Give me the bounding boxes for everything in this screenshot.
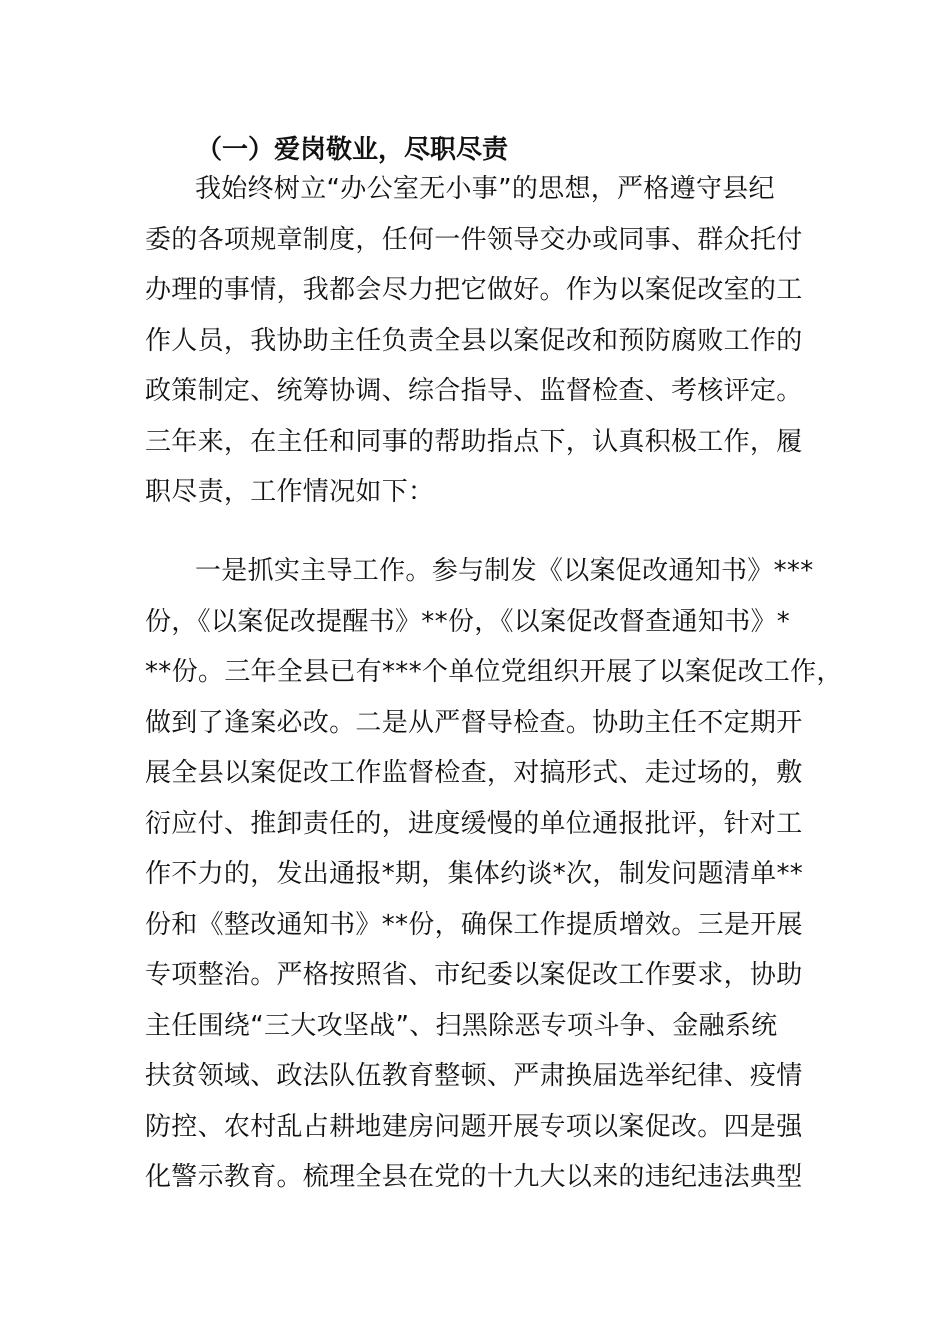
paragraph-line: 防控、农村乱占耕地建房问题开展专项以案促改。四是强 — [145, 1111, 803, 1142]
paragraph-line: 三年来，在主任和同事的帮助指点下，认真积极工作，履 — [145, 426, 803, 457]
paragraph-line: **份。三年全县已有***个单位党组织开展了以案促改工作， — [145, 657, 843, 687]
paragraph-work-details — [145, 546, 843, 1203]
paragraph-line: 份，《以案促改提醒书》**份，《以案促改督查通知书》* — [145, 606, 791, 637]
paragraph-line: 衍应付、推卸责任的，进度缓慢的单位通报批评，针对工 — [145, 808, 803, 839]
paragraph-line: 份和《整改通知书》**份，确保工作提质增效。三是开展 — [145, 909, 803, 940]
paragraph-line: 做到了逢案必改。二是从严督导检查。协助主任不定期开 — [145, 707, 803, 738]
paragraph-line: 专项整治。严格按照省、市纪委以案促改工作要求，协助 — [145, 960, 803, 990]
paragraph-line: 政策制定、统筹协调、综合指导、监督检查、考核评定。 — [145, 376, 803, 406]
section-heading: （一）爱岗敬业，尽职尽责 — [196, 135, 509, 165]
paragraph-line: 作人员，我协助主任负责全县以案促改和预防腐败工作的 — [145, 325, 803, 356]
paragraph-work-attitude — [145, 164, 825, 518]
paragraph-line: 职尽责，工作情况如下： — [145, 477, 435, 507]
paragraph-line: 化警示教育。梳理全县在党的十九大以来的违纪违法典型 — [145, 1162, 803, 1192]
paragraph-line: 办理的事情，我都会尽力把它做好。作为以案促改室的工 — [145, 275, 803, 305]
paragraph-line: 委的各项规章制度，任何一件领导交办或同事、群众托付 — [145, 224, 803, 255]
paragraph-line: 主任围绕“三大攻坚战”、扫黑除恶专项斗争、金融系统 — [145, 1010, 778, 1041]
paragraph-line: 我始终树立“办公室无小事”的思想，严格遵守县纪 — [195, 174, 775, 204]
paragraph-line: 一是抓实主导工作。参与制发《以案促改通知书》*** — [195, 556, 814, 586]
paragraph-line: 扶贫领域、政法队伍教育整顿、严肃换届选举纪律、疫情 — [145, 1061, 803, 1091]
paragraph-line: 展全县以案促改工作监督检查，对搞形式、走过场的，敷 — [145, 758, 803, 788]
paragraph-line: 作不力的，发出通报*期，集体约谈*次，制发问题清单** — [145, 859, 804, 889]
